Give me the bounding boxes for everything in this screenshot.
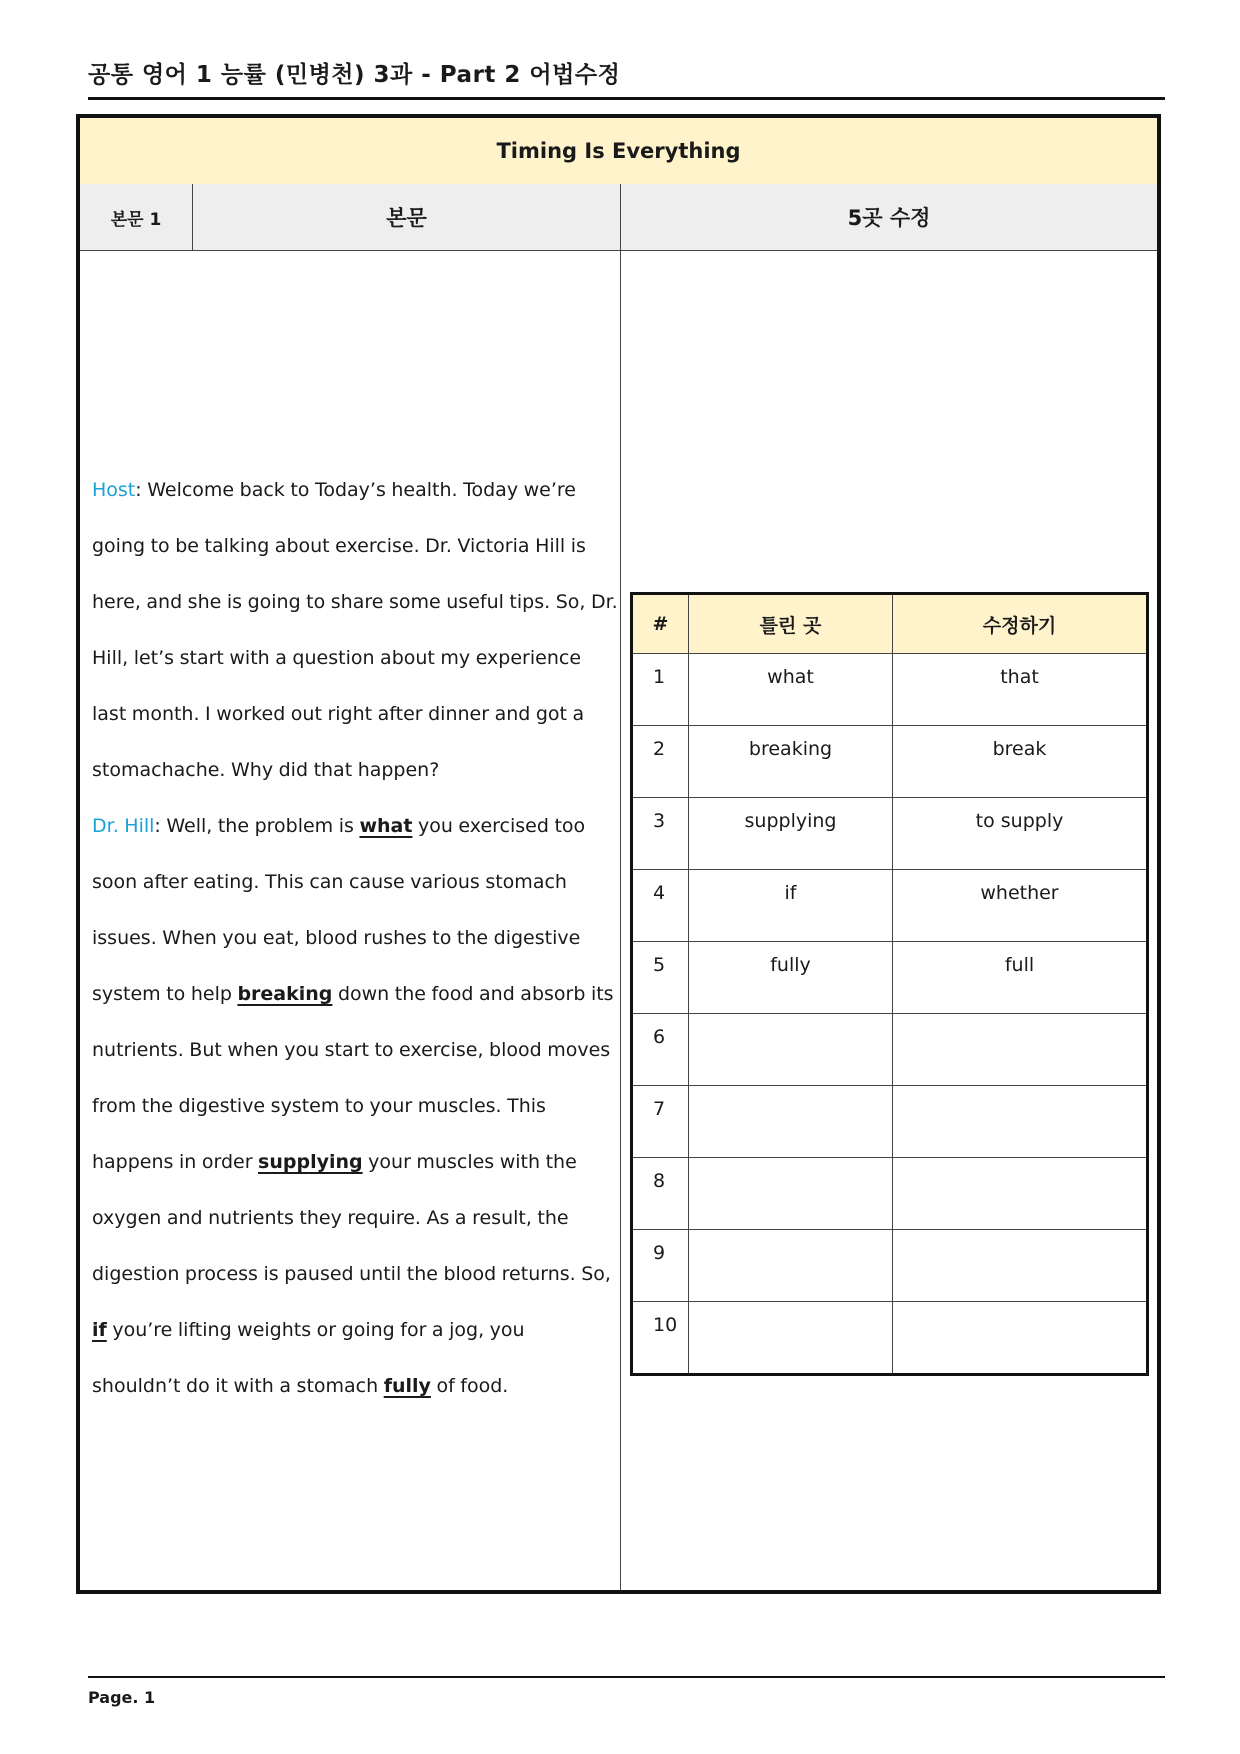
row-number: 7 (632, 1086, 689, 1158)
wrong-cell: if (689, 870, 893, 942)
doctor-text-5: you’re lifting weights or going for a jog, you shouldn’t do it with a stomach (92, 1319, 525, 1397)
row-number: 1 (632, 654, 689, 726)
worksheet-frame (76, 114, 1161, 1594)
title-divider (88, 97, 1165, 100)
page-title: 공통 영어 1 능률 (민병천) 3과 - Part 2 어법수정 (88, 62, 621, 88)
wrong-cell (689, 1302, 893, 1375)
wrong-cell: supplying (689, 798, 893, 870)
table-row (632, 1158, 1148, 1230)
footer-divider (88, 1676, 1165, 1678)
correction-cell: break (893, 726, 1148, 798)
row-number: 6 (632, 1014, 689, 1086)
passage-text (92, 462, 618, 1414)
table-header-row (632, 594, 1148, 654)
page-number: Page. 1 (88, 1688, 156, 1707)
wrong-cell (689, 1014, 893, 1086)
wrong-cell: what (689, 654, 893, 726)
doctor-text-4: your muscles with the oxygen and nutrients they require. As a result, the digestion process is paused until the blood returns. So, (92, 1151, 611, 1285)
wrong-cell (689, 1086, 893, 1158)
doctor-text-2: you exercised too soon after eating. This can cause various stomach issues. When you eat, blood rushes to the digestive system to help (92, 815, 586, 1005)
correction-cell: that (893, 654, 1148, 726)
table-row (632, 726, 1148, 798)
correction-cell (893, 1158, 1148, 1230)
table-row (632, 654, 1148, 726)
correction-cell: to supply (893, 798, 1148, 870)
table-row (632, 1230, 1148, 1302)
doctor-paragraph (92, 798, 618, 1414)
row-number: 5 (632, 942, 689, 1014)
table-row (632, 1014, 1148, 1086)
row-number: 3 (632, 798, 689, 870)
host-paragraph (92, 462, 618, 798)
speaker-doctor: Dr. Hill (92, 815, 155, 837)
speaker-host: Host (92, 479, 136, 501)
column-header-correction: 수정하기 (893, 594, 1148, 654)
column-divider (620, 250, 621, 1590)
row-number: 4 (632, 870, 689, 942)
body-column-header: 본문 (193, 184, 621, 250)
table-row (632, 1086, 1148, 1158)
subheader-row (80, 184, 1157, 251)
doctor-text-6: of food. (430, 1375, 509, 1397)
wrong-cell (689, 1230, 893, 1302)
correction-cell (893, 1086, 1148, 1158)
table-row (632, 798, 1148, 870)
table-row (632, 870, 1148, 942)
error-word-4: if (92, 1319, 107, 1341)
host-text: : Welcome back to Today’s health. Today we’re going to be talking about exercise. Dr. Victoria Hill is here, and she is going to share some useful tips. So, Dr. Hill, let’s start with a question about my experience last month. I worked out right after dinner and got a stomachache. Why did that happen? (92, 479, 618, 781)
correction-cell (893, 1230, 1148, 1302)
doctor-text-1: : Well, the problem is (154, 815, 360, 837)
row-number: 10 (632, 1302, 689, 1375)
doctor-text-3: down the food and absorb its nutrients. But when you start to exercise, blood moves from the digestive system to your muscles. This happens in order (92, 983, 614, 1173)
column-header-number: # (632, 594, 689, 654)
column-header-wrong: 틀린 곳 (689, 594, 893, 654)
error-word-2: breaking (237, 983, 333, 1005)
correction-table (630, 592, 1149, 1376)
wrong-cell: breaking (689, 726, 893, 798)
row-number: 2 (632, 726, 689, 798)
correction-cell: whether (893, 870, 1148, 942)
correction-cell (893, 1302, 1148, 1375)
error-word-1: what (359, 815, 413, 837)
table-row (632, 1302, 1148, 1375)
wrong-cell: fully (689, 942, 893, 1014)
row-number: 8 (632, 1158, 689, 1230)
fix-column-header: 5곳 수정 (847, 206, 931, 230)
error-word-3: supplying (258, 1151, 363, 1173)
section-label: 본문 1 (80, 184, 193, 250)
passage-title: Timing Is Everything (80, 118, 1157, 185)
table-row (632, 942, 1148, 1014)
row-number: 9 (632, 1230, 689, 1302)
correction-cell (893, 1014, 1148, 1086)
error-word-5: fully (383, 1375, 431, 1397)
correction-cell: full (893, 942, 1148, 1014)
wrong-cell (689, 1158, 893, 1230)
